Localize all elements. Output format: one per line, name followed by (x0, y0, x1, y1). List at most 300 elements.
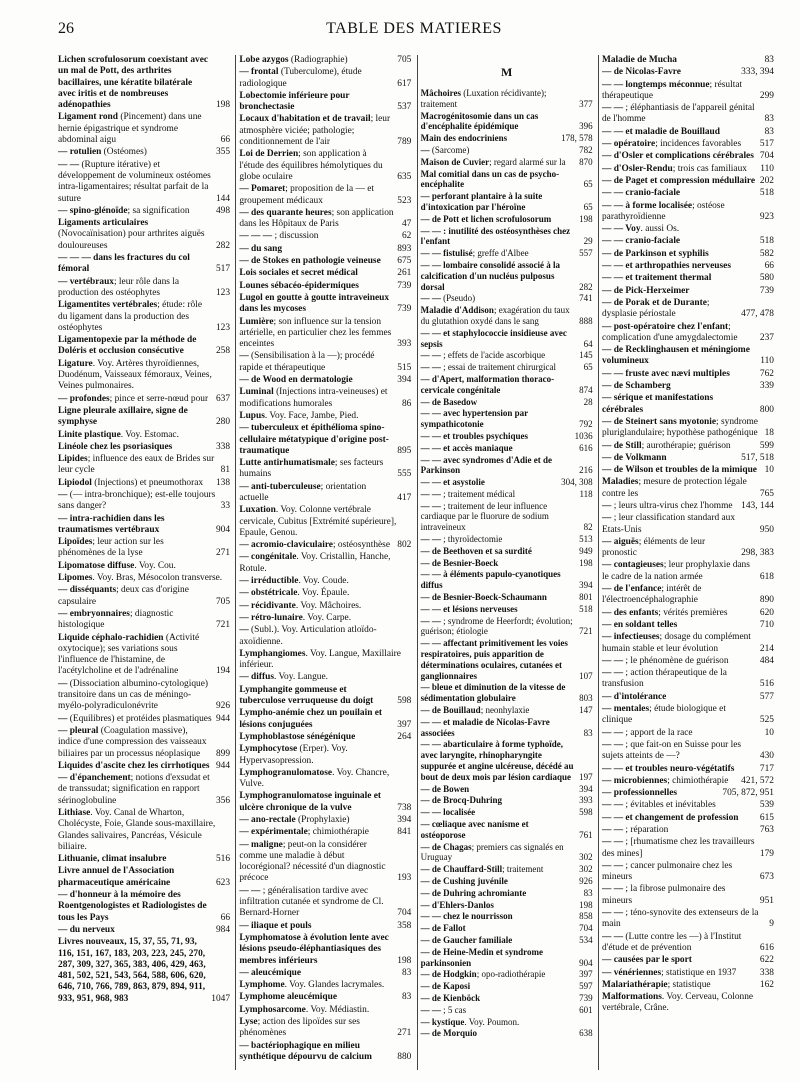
entry-page-ref: 841 (397, 827, 412, 838)
entry-text: Lobectomie inférieure pour bronchectasie (239, 90, 350, 113)
index-entry (602, 224, 774, 235)
entry-text: — aiguës; éléments de leur pronostic (601, 536, 706, 559)
entry-page-ref: 870 (579, 156, 593, 167)
entry-text: Lipoïdes; leur action sur les phénomènes de la lyse (58, 537, 164, 559)
index-entry (602, 728, 774, 739)
entry-page-ref: 944 (215, 713, 230, 724)
index-entry (239, 732, 411, 743)
entry-text: — perforant plantaire à la suite d'intoxication par l'héroïne (420, 191, 543, 212)
entry-text: — — et troubles neuro-végétatifs (601, 763, 735, 774)
entry-text: — — ; généralisation tardive avec infiltration cutanée et syndrome de Cl. Bernard-Horner (239, 885, 384, 919)
entry-page-ref: 477, 478 (741, 309, 774, 320)
entry-page-ref: 517 (759, 139, 774, 150)
index-entry (421, 169, 593, 191)
index-entry (58, 633, 230, 678)
entry-text: Luxation. Voy. Colonne vertébrale cervicale, Cubitus [Extrémité supérieure], Epaule, Genou. (239, 505, 397, 538)
entry-page-ref: 638 (579, 1028, 593, 1039)
entry-page-ref: 539 (759, 800, 774, 811)
index-entry (602, 668, 774, 691)
entry-page-ref: 598 (579, 807, 593, 818)
entry-text: — de Volkmann (601, 452, 667, 463)
entry-page-ref: 789 (397, 137, 412, 148)
index-entry (58, 478, 230, 489)
entry-page-ref: 951 (759, 895, 774, 906)
entry-text: — de Recklinghausen et méningiome volumineux (601, 345, 750, 367)
entry-text: — — ; le phénomène de guérison (601, 655, 729, 666)
index-entry (58, 761, 230, 772)
entry-page-ref: 1047 (211, 993, 230, 1004)
index-entry (421, 1028, 593, 1039)
entry-page-ref: 516 (759, 679, 774, 690)
entry-text: — congénitale. Voy. Cristallin, Hanche, Rotule. (239, 552, 391, 574)
entry-text: Lymphocytose (Erper). Voy. Hypervasopression. (239, 744, 348, 766)
entry-page-ref: 904 (579, 957, 593, 968)
entry-page-ref: 83 (764, 55, 774, 65)
entry-page-ref: 803 (579, 693, 593, 704)
index-entry (239, 268, 411, 279)
entry-text: — — avec syndromes d'Adie et de Parkinson (420, 454, 552, 476)
entry-page-ref: 83 (401, 992, 412, 1003)
entry-page-ref: 147 (579, 705, 593, 716)
entry-text: — professionnelles (601, 788, 678, 799)
entry-text: — d'honneur à la mémoire des Roentgenologistes et Radiologistes de tous les Pays (58, 890, 207, 923)
index-entry (602, 764, 774, 775)
entry-text: Maladie d'Addison; exagération du taux du glutathion oxydé dans le sang (420, 305, 570, 326)
entry-page-ref: 738 (397, 802, 412, 813)
entry-text: — récidivante. Voy. Mâchoires. (239, 600, 362, 611)
index-entry (58, 300, 230, 334)
index-entry (58, 866, 230, 889)
index-entry (239, 540, 411, 551)
index-entry (58, 394, 230, 405)
entry-text: — de Kienböck (420, 992, 481, 1003)
entry-page-ref: 202 (759, 175, 774, 186)
index-entry (602, 127, 774, 138)
entry-text: Lymphome aleucémique (239, 992, 337, 1003)
entry-page-ref: 515 (397, 362, 412, 373)
entry-text: Maison de Cuvier; regard alarmé sur la (420, 156, 566, 167)
entry-page-ref: 944 (215, 760, 230, 771)
index-entry (239, 791, 411, 814)
index-entry (58, 609, 230, 632)
entry-page-ref: 237 (759, 332, 774, 343)
index-entry (421, 1005, 593, 1016)
entry-text: — de Chauffard-Still; traitement (420, 864, 544, 875)
index-entry (602, 477, 774, 500)
entry-text: Ligament rond (Pincement) dans une hernie épigastrique et syndrome abdominal aigu (58, 112, 202, 146)
index-entry (602, 201, 774, 224)
entry-page-ref: 717 (759, 763, 774, 774)
entry-text: — — à éléments papulo-cyanotiques diffus (420, 569, 561, 591)
entry-page-ref: 704 (579, 923, 593, 934)
index-entry (239, 613, 411, 624)
index-entry (239, 601, 411, 612)
entry-page-ref: 721 (215, 620, 230, 631)
entry-text: — rotulien (Ostéomes) (58, 147, 147, 158)
index-entry (239, 317, 411, 351)
index-entry (58, 585, 230, 608)
index-entry (421, 111, 593, 133)
entry-text: — de Gaucher familiale (420, 934, 513, 945)
entry-page-ref: 65 (583, 179, 593, 190)
entry-page-ref: 83 (583, 887, 593, 898)
entry-text: — en soldant telles (601, 619, 678, 630)
entry-text: — de Basedow (420, 396, 478, 407)
entry-page-ref: 618 (759, 571, 774, 582)
entry-text: — aleucémique (239, 967, 302, 978)
entry-text: — de Wilson et troubles de la mimique (601, 465, 757, 476)
index-entry (602, 55, 774, 66)
entry-text: — de Porak et de Durante; dysplasie périostale (601, 297, 710, 320)
entry-page-ref: 10 (764, 465, 774, 476)
entry-text: Luminal (Injections intra-veineuses) et modifications humorales (239, 387, 388, 409)
entry-text: — irréductible. Voy. Coude. (239, 576, 349, 587)
entry-page-ref: 261 (397, 268, 412, 279)
entry-text: — de Wood en dermatologie (239, 375, 353, 386)
entry-page-ref: 601 (579, 1004, 593, 1015)
entry-page-ref: 421, 572 (741, 775, 774, 786)
entry-text: — des enfants; vérités premières (601, 607, 728, 618)
index-entry (421, 935, 593, 946)
entry-text: — — lombaire consolidé associé à la calcification d'un nucléus pulposus dorsal (420, 259, 560, 292)
entry-page-ref: 637 (215, 393, 230, 404)
entry-text: — — ; réparation (601, 825, 669, 835)
entry-text: Ligamentopexie par la méthode de Doléris et occlusion consécutive (58, 335, 197, 357)
index-entry (421, 705, 593, 716)
entry-text: — — : inutilité des ostéosynthèses chez l'enfant (420, 225, 571, 247)
entry-text: — d'Osler et complications cérébrales (601, 151, 754, 162)
entry-text: — — ; traitement de leur influence cardiaque par le fluorure de sodium intraveineux (420, 500, 549, 533)
index-entry (239, 744, 411, 767)
entry-text: — de Pick-Herxeimer (601, 285, 690, 296)
index-entry (239, 576, 411, 587)
index-entry (421, 842, 593, 864)
entry-text: — de Bowen (420, 783, 470, 794)
entry-text: — de Steinert sans myotonie; syndrome pluriglandulaire; hypothèse pathogénique (601, 416, 758, 439)
entry-text: — — ; effets de l'acide ascorbique (420, 350, 546, 361)
entry-text: — — abarticulaire à forme typhoïde, avec laryngite, rhinopharyngite suppurée et angine ulcéreuse, décédé au bout de deux mois par lésion cardiaque (420, 739, 574, 782)
entry-text: — contagieuses; leur prophylaxie dans le cadre de la nation armée (601, 560, 750, 582)
index-entry (602, 656, 774, 667)
entry-page-ref: 792 (579, 419, 593, 430)
entry-page-ref: 86 (401, 398, 412, 409)
entry-text: — — et arthropathies nerveuses (601, 261, 731, 272)
entry-page-ref: 949 (579, 545, 593, 556)
entry-text: — ano-rectale (Prophylaxie) (239, 815, 350, 825)
entry-page-ref: 198 (579, 557, 593, 568)
entry-text: — tuberculeux et épithélioma spino-cellulaire métatypique d'origine post-traumatique (239, 423, 389, 456)
entry-page-ref: 739 (397, 304, 412, 315)
index-entry (421, 374, 593, 396)
entry-text: Lounes sébacéo-épidermiques (239, 280, 359, 291)
entry-text: — ; leurs ultra-virus chez l'homme (601, 500, 733, 511)
entry-page-ref: 197 (579, 771, 593, 782)
entry-page-ref: 557 (579, 248, 593, 259)
entry-page-ref: 193 (397, 873, 412, 884)
entry-page-ref: 394 (579, 580, 593, 591)
index-entry (239, 387, 411, 410)
entry-page-ref: 923 (759, 211, 774, 222)
entry-text: — obstétricale. Voy. Épaule. (239, 588, 350, 599)
index-entry (421, 616, 593, 638)
index-entry (421, 807, 593, 818)
index-entry (239, 244, 411, 255)
index-entry (239, 411, 411, 422)
entry-text: — de Fallot (420, 923, 466, 934)
entry-page-ref: 144 (215, 193, 230, 204)
index-entry (58, 160, 230, 205)
index-entry (421, 214, 593, 225)
entry-page-ref: 616 (579, 442, 593, 453)
index-entry (58, 679, 230, 713)
entry-page-ref: 282 (215, 240, 230, 251)
entry-page-ref: 582 (759, 248, 774, 259)
section-letter: M (500, 65, 513, 79)
index-entry (239, 1041, 411, 1064)
index-entry (602, 813, 774, 824)
entry-text: — kystique. Voy. Poumon. (420, 1016, 520, 1027)
index-entry (239, 968, 411, 979)
entry-page-ref: 393 (579, 795, 593, 806)
entry-text: Liquide céphalo-rachidien (Activité oxytocique); ses variations sous l'influence de l'histamine, de l'acétylcholine et de l'adrénaline (58, 632, 200, 677)
index-entry (421, 133, 593, 144)
index-entry (58, 253, 230, 276)
index-entry (602, 103, 774, 126)
page-header (58, 20, 770, 42)
entry-page-ref: 179 (759, 848, 774, 859)
entry-page-ref: 762 (759, 368, 774, 379)
entry-text: Lymphangite gommeuse et tuberculose verruqueuse du doigt (239, 684, 374, 707)
entry-text: — ; leur classification standard aux Etats-Unis (601, 513, 736, 535)
index-entry (421, 911, 593, 922)
entry-text: — — et staphylococcie insidieuse avec sepsis (420, 327, 567, 349)
index-entry (239, 840, 411, 885)
index-entry (602, 441, 774, 452)
entry-page-ref: 895 (397, 445, 412, 456)
entry-text: — — et traitement thermal (601, 273, 712, 284)
index-entry (58, 206, 230, 217)
entry-page-ref: 484 (759, 655, 774, 666)
index-entry (239, 1005, 411, 1016)
entry-text: — spino-glénoïde; sa signification (58, 205, 190, 216)
index-entry (421, 477, 593, 488)
entry-page-ref: 801 (579, 592, 593, 603)
entry-text: — — fruste avec nævi multiples (601, 368, 730, 379)
entry-text: Lobe azygos (Radiographie) (239, 55, 348, 65)
index-entry (239, 67, 411, 90)
index-entry (239, 505, 411, 539)
entry-page-ref: 82 (583, 522, 593, 533)
entry-page-ref: 282 (579, 281, 593, 292)
entry-text: — — ; cancer pulmonaire chez les mineurs (601, 860, 733, 883)
entry-page-ref: 394 (397, 815, 412, 825)
entry-text: — de Kaposi (420, 981, 471, 992)
index-entry (421, 248, 593, 259)
entry-page-ref: 66 (220, 135, 230, 146)
index-entry (421, 923, 593, 934)
entry-page-ref: 394 (579, 783, 593, 794)
index-entry (58, 112, 230, 146)
entry-text: — de Besnier-Boeck-Schaumann (420, 592, 547, 603)
index-entry (58, 454, 230, 477)
entry-page-ref: 298, 383 (741, 548, 774, 559)
index-entry (58, 714, 230, 725)
entry-text: — microbiennes; chimiothérapie (601, 775, 729, 786)
entry-page-ref: 118 (579, 488, 593, 499)
entry-page-ref: 874 (579, 384, 593, 395)
index-entry (602, 692, 774, 703)
entry-page-ref: 635 (397, 171, 412, 182)
index-entry (421, 558, 593, 569)
entry-page-ref: 216 (579, 465, 593, 476)
index-entry (602, 453, 774, 464)
index-entry (421, 546, 593, 557)
entry-page-ref: 397 (397, 719, 412, 730)
entry-text: — rétro-lunaire. Voy. Carpe. (239, 612, 352, 623)
index-entry (58, 726, 230, 760)
entry-text: — — ; téno-synovite des extenseurs de la main (601, 908, 759, 930)
entry-text: — — ; [rhumatisme chez les travailleurs des mines] (601, 837, 755, 859)
entry-page-ref: 214 (759, 643, 774, 654)
entry-page-ref: 65 (583, 362, 593, 373)
entry-text: — de Chagas; premiers cas signalés en Uruguay (420, 841, 564, 863)
entry-text: Linéole chez les psoriasiques (58, 441, 173, 452)
entry-text: — — Voy. aussi Os. (601, 224, 680, 235)
entry-text: — profondes; pince et serre-nœud pour (58, 393, 209, 404)
entry-text: Lipiodol (Injections) et pneumothorax (58, 477, 204, 488)
entry-text: — d'Ehlers-Danlos (420, 899, 494, 910)
page-title: TABLE DES MATIERES (326, 20, 502, 37)
entry-text: — bleue et diminution de la vitesse de sédimentation globulaire (420, 682, 566, 704)
index-entry (421, 443, 593, 454)
entry-text: — — ; 5 cas (420, 1004, 467, 1015)
entry-page-ref: 65 (583, 201, 593, 212)
entry-text: Loi de Derrien; son application à l'étude des équilibres hémolytiques du globe oculaire (239, 149, 383, 182)
entry-page-ref: 198 (579, 899, 593, 910)
entry-page-ref: 893 (397, 243, 412, 254)
index-entry (421, 638, 593, 681)
entry-text: — — (Lutte contre les —) à l'Institut d'étude et de prévention (601, 931, 742, 953)
entry-text: — vénériennes; statistique en 1937 (601, 967, 737, 978)
entry-text: — de Cushing juvénile (420, 875, 508, 886)
entry-text: — du nerveux (58, 924, 115, 935)
entry-page-ref: 888 (579, 315, 593, 326)
entry-page-ref: 198 (215, 100, 230, 111)
entry-text: Lymphomatose à évolution lente avec lésions pseudo-éléphantiasiques des membres inférieurs (239, 932, 389, 966)
entry-page-ref: 83 (401, 967, 412, 978)
index-entry (602, 932, 774, 955)
entry-text: — — et changement de profession (601, 812, 739, 823)
index-entry (239, 588, 411, 599)
entry-text: — de Beethoven et sa surdité (420, 545, 532, 556)
entry-text: Lymphangiomes. Voy. Langue, Maxillaire inférieur. (239, 648, 401, 671)
entry-page-ref: 355 (215, 147, 230, 158)
entry-page-ref: 338 (215, 441, 230, 452)
entry-page-ref: 358 (397, 920, 412, 931)
entry-page-ref: 513 (579, 534, 593, 545)
entry-page-ref: 338 (759, 967, 774, 978)
index-entry (421, 362, 593, 373)
entry-page-ref: 517 (215, 264, 230, 275)
index-entry (602, 632, 774, 655)
entry-text: — cœliaque avec nanisme et ostéoporose (420, 819, 529, 840)
entry-text: — causées par le sport (601, 955, 692, 966)
entry-text: — — — ; discussion (239, 231, 319, 242)
index-entry (58, 277, 230, 300)
index-entry (58, 925, 230, 936)
entry-text: — — ; syndrome de Heerfordt; évolution; guérison; étiologie (420, 615, 573, 637)
entry-text: — de Parkinson et syphilis (601, 248, 709, 259)
index-entry (239, 458, 411, 481)
entry-text: — de Besnier-Boeck (420, 557, 499, 568)
entry-page-ref: 198 (579, 213, 593, 224)
index-entry (602, 861, 774, 884)
entry-page-ref: 198 (397, 955, 412, 966)
entry-page-ref: 107 (579, 670, 593, 681)
entry-page-ref: 397 (579, 969, 593, 980)
index-entry (421, 993, 593, 1004)
entry-page-ref: 178, 578 (561, 133, 593, 144)
entry-page-ref: 673 (759, 872, 774, 883)
entry-text: Maladie de Mucha (601, 55, 677, 65)
index-entry (58, 218, 230, 252)
entry-text: — de Still; aurothérapie; guérison (601, 440, 731, 451)
index-entry (602, 393, 774, 416)
index-entry (602, 465, 774, 476)
entry-text: — — et maladie de Bouillaud (601, 126, 720, 137)
index-entry (421, 604, 593, 615)
index-entry (421, 191, 593, 213)
entry-page-ref: 123 (215, 322, 230, 333)
index-entry (421, 534, 593, 545)
index-entry (602, 381, 774, 392)
index-entry (239, 625, 411, 648)
index-entry (602, 620, 774, 631)
index-entry (602, 980, 774, 991)
entry-text: — de Pott et lichen scrofulosorum (420, 213, 552, 224)
index-entry (421, 947, 593, 969)
entry-text: — Pomaret; proposition de la — et groupement médicaux (239, 184, 375, 206)
index-entry (421, 501, 593, 533)
index-entry (58, 430, 230, 441)
index-entry (602, 776, 774, 787)
entry-text: — de Hodgkin; opo-radiothérapie (420, 969, 546, 980)
index-entry (421, 293, 593, 304)
entry-page-ref: 598 (397, 696, 412, 707)
entry-text: — opératoire; incidences favorables (601, 139, 742, 150)
entry-text: — d'Apert, malformation thoraco-cervicale congénitale (420, 373, 555, 395)
entry-text: — du sang (239, 243, 283, 254)
entry-page-ref: 333, 394 (741, 67, 774, 78)
entry-page-ref: 10 (764, 727, 774, 738)
entry-text: Lymphoblastose sénégénique (239, 731, 356, 742)
entry-page-ref: 926 (215, 701, 230, 712)
index-entry (58, 359, 230, 393)
entry-text: — frontal (Tuberculome), étude radiologique (239, 67, 362, 89)
index-entry (421, 569, 593, 591)
index-entry (602, 740, 774, 763)
entry-text: Ligature. Voy. Artères thyroïdiennes, Duodénum, Vaisseaux fémoraux, Veines, Veines pulmonaires. (58, 358, 212, 392)
entry-text: — de Heine-Medin et syndrome parkinsonien (420, 946, 543, 968)
entry-page-ref: 739 (579, 992, 593, 1003)
entry-text: — — et asystolie (420, 477, 485, 488)
index-entry (239, 281, 411, 292)
index-entry (239, 827, 411, 838)
entry-text: — (Subl.). Voy. Articulation atloïdo-axoïdienne. (239, 625, 377, 647)
entry-page-ref: 280 (215, 417, 230, 428)
entry-page-ref: 356 (215, 795, 230, 806)
index-entry (421, 455, 593, 477)
